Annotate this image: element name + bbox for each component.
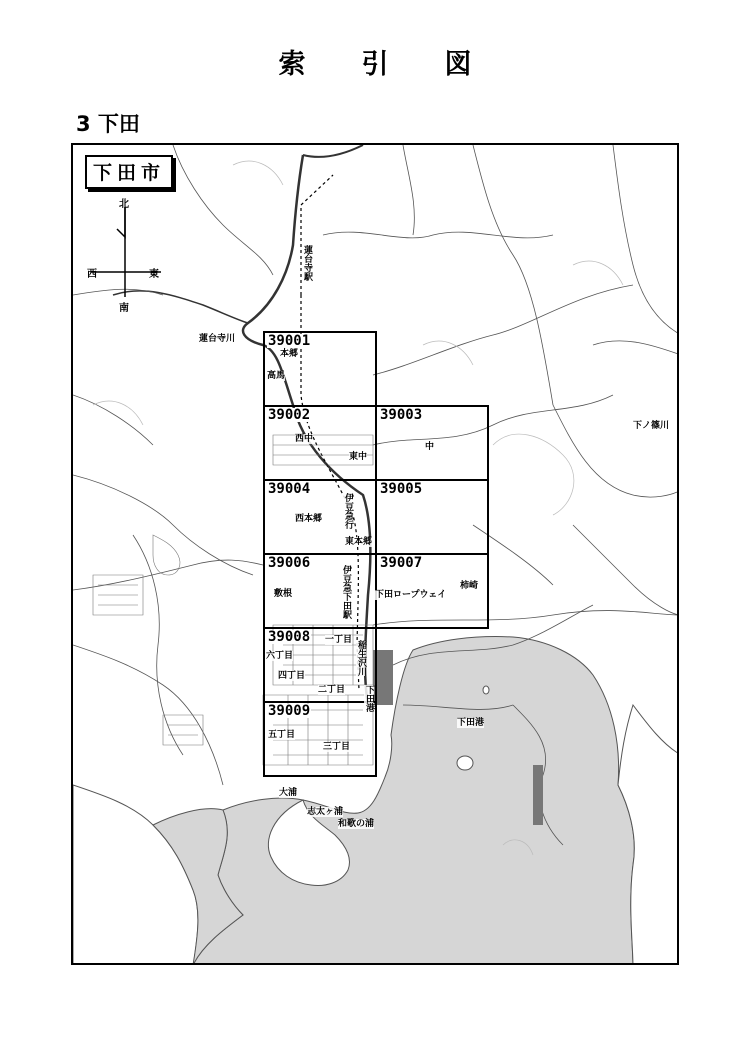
place-label: 東本郷 xyxy=(345,537,373,547)
grid-label-39009: 39009 xyxy=(268,703,311,719)
grid-label-39004: 39004 xyxy=(268,481,311,497)
island xyxy=(457,756,473,770)
map-subtitle: 3 下田 xyxy=(76,112,140,136)
place-label: 大浦 xyxy=(279,788,298,798)
grid-label-39007: 39007 xyxy=(380,555,423,571)
compass-south-label: 南 xyxy=(119,303,129,314)
peninsula xyxy=(73,785,198,965)
place-label: 柿崎 xyxy=(460,581,479,591)
place-label: 和歌の浦 xyxy=(338,819,375,829)
grid-label-39008: 39008 xyxy=(268,629,311,645)
city-name-label: 下田市 xyxy=(85,155,173,189)
place-label: 蓮台寺駅 xyxy=(302,245,312,281)
place-label: 下田港 xyxy=(364,685,374,712)
sea-area xyxy=(193,637,634,965)
river-rendaiji xyxy=(113,291,248,323)
place-label: 五丁目 xyxy=(268,730,296,740)
page-title xyxy=(0,42,750,81)
place-label: 西中 xyxy=(295,434,314,444)
compass-north-label: 北 xyxy=(119,199,129,210)
place-label: 西本郷 xyxy=(295,514,323,524)
river-top xyxy=(303,145,363,157)
place-label: 二丁目 xyxy=(318,685,346,695)
index-map xyxy=(71,143,679,965)
grid-label-39002: 39002 xyxy=(268,407,311,423)
place-label: 中 xyxy=(425,442,435,452)
compass-east-label: 東 xyxy=(149,269,159,280)
place-label: 伊豆急下田駅 xyxy=(341,565,351,619)
place-label: 志太ヶ浦 xyxy=(307,807,344,817)
place-label: 下田ロープウェイ xyxy=(375,590,447,600)
grid-label-39001: 39001 xyxy=(268,333,311,349)
island-small xyxy=(483,686,489,694)
place-label: 一丁目 xyxy=(325,635,353,645)
compass-west-label: 西 xyxy=(87,269,97,280)
grid-label-39003: 39003 xyxy=(380,407,423,423)
place-label: 四丁目 xyxy=(278,671,306,681)
title-char-3: 図 xyxy=(444,49,472,80)
place-label: 伊豆急行 xyxy=(343,493,353,529)
title-char-1: 索 xyxy=(278,49,306,80)
place-label: 東中 xyxy=(349,452,368,462)
place-label: 下ノ篠川 xyxy=(633,421,670,431)
grid-label-39006: 39006 xyxy=(268,555,311,571)
place-label: 六丁目 xyxy=(266,651,294,661)
place-label: 蓮台寺川 xyxy=(199,334,236,344)
place-label: 三丁目 xyxy=(323,742,351,752)
compass-rose xyxy=(91,207,161,297)
place-label: 本郷 xyxy=(280,349,299,359)
map-drawing xyxy=(73,145,679,965)
place-label: 下田港 xyxy=(457,718,485,728)
title-char-2: 引 xyxy=(361,49,389,80)
grid-label-39005: 39005 xyxy=(380,481,423,497)
place-label: 高馬 xyxy=(267,371,286,381)
place-label: 敷根 xyxy=(274,589,293,599)
place-label: 稲生沢川 xyxy=(356,640,366,676)
